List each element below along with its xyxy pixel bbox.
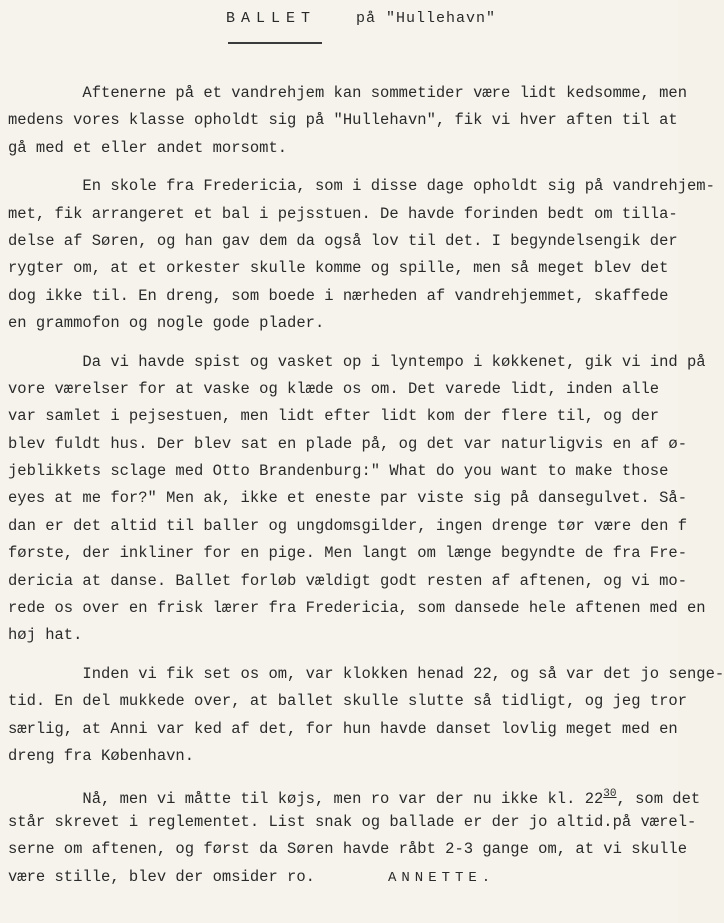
text-line: dericia at danse. Ballet forløb vældigt godt resten af aftenen, og vi mo-: [8, 571, 688, 590]
text-line: blev fuldt hus. Der blev sat en plade på, og det var naturligvis en af ø-: [8, 434, 688, 453]
text-line: var samlet i pejsestuen, men lidt efter lidt kom der flere til, og der: [8, 407, 660, 426]
text-line: dreng fra København.: [8, 746, 195, 765]
text-line: gå med et eller andet morsomt.: [8, 138, 288, 157]
text-line: Aftenerne på et vandrehjem kan sommetider være lidt kedsomme, men: [8, 84, 688, 102]
signature: ANNETTE.: [388, 870, 496, 886]
text-line: Inden vi fik set os om, var klokken henad 22, og så var det jo senge-: [8, 664, 724, 683]
paragraph-3: [8, 349, 706, 650]
body-text: [8, 80, 724, 902]
text-line: met, fik arrangeret et bal i pejsstuen. De havde forinden bedt om tilla-: [8, 204, 678, 223]
text-line: eyes at me for?" Men ak, ikke et eneste par viste sig på dansegulvet. Så-: [8, 489, 688, 508]
time-superscript: 30: [603, 788, 617, 801]
title-main: BALLET: [226, 10, 317, 27]
text-line: delse af Søren, og han gav dem da også lov til det. I begyndelsengik der: [8, 231, 678, 250]
text-line: særlig, at Anni var ked af det, for hun havde danset lovlig meget med en: [8, 719, 678, 738]
text-line: tid. En del mukkede over, at ballet skulle slutte så tidligt, og jeg tror: [8, 692, 688, 711]
text-line: [8, 781, 701, 809]
text-line: rygter om, at et orkester skulle komme og spille, men så meget blev det: [8, 259, 669, 278]
text-line-end: , som det: [616, 790, 701, 809]
text-line: en grammofon og nogle gode plader.: [8, 314, 325, 333]
title-underline: [228, 42, 322, 44]
paragraph-5: [8, 781, 701, 891]
text-line: vore værelser for at vaske og klæde os om. Det varede lidt, inden alle: [8, 379, 660, 398]
text-line: jeblikkets sclage med Otto Brandenburg:" What do you want to make those: [8, 462, 669, 481]
text-line: medens vores klasse opholdt sig på "Hullehavn", fik vi hver aften til at: [8, 111, 678, 130]
paragraph-1: [8, 80, 688, 162]
text-line: En skole fra Fredericia, som i disse dage opholdt sig på vandrehjem-: [8, 177, 715, 196]
text-line: rede os over en frisk lærer fra Fredericia, som dansede hele aftenen med en: [8, 599, 706, 618]
text-line: første, der inkliner for en pige. Men langt om længe begyndte de fra Fre-: [8, 544, 688, 563]
text-line: dan er det altid til baller og ungdomsgilder, ingen drenge tør være den f: [8, 516, 688, 535]
paragraph-2: [8, 173, 715, 337]
text-line: Da vi havde spist og vasket op i lyntempo i køkkenet, gik vi ind på: [8, 352, 706, 371]
text-line: står skrevet i reglementet. List snak og ballade er der jo altid.på værel-: [8, 812, 697, 831]
text-line: dog ikke til. En dreng, som boede i nærheden af vandrehjemmet, skaffede: [8, 286, 669, 305]
text-line: være stille, blev der omsider ro.: [8, 867, 315, 886]
text-line: serne om aftenen, og først da Søren havde råbt 2-3 gange om, at vi skulle: [8, 840, 688, 859]
text-line-start: Nå, men vi måtte til køjs, men ro var der nu ikke kl. 22: [8, 790, 604, 809]
paragraph-4: [8, 661, 724, 771]
text-line: høj hat.: [8, 626, 83, 645]
document-title: [226, 10, 496, 27]
title-rest: på "Hullehavn": [356, 10, 497, 27]
